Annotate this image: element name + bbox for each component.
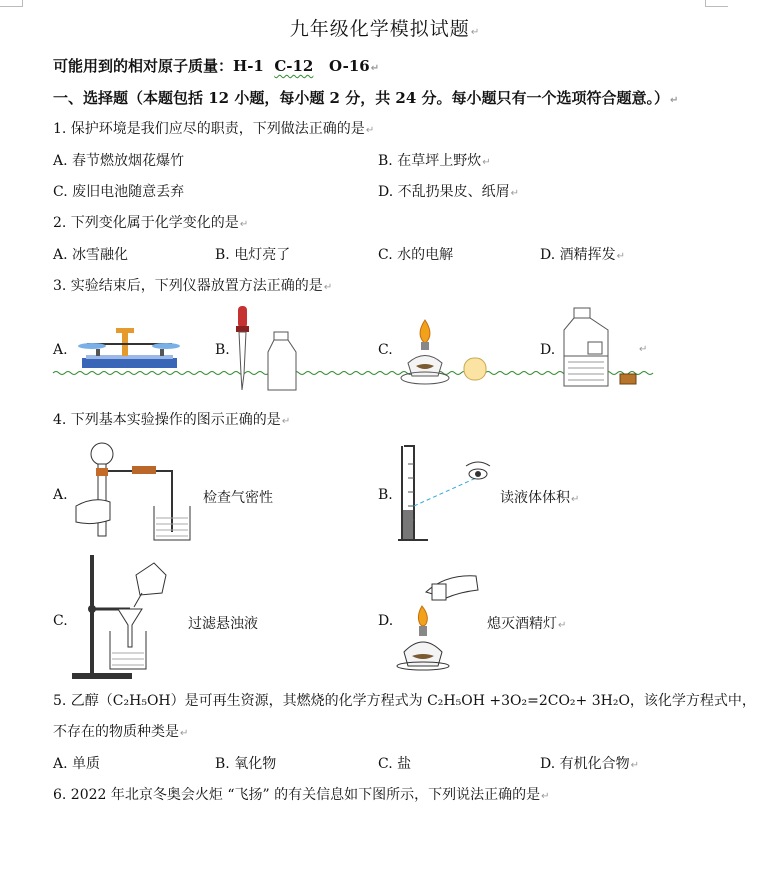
q4-option-d-caption: 熄灭酒精灯↵ bbox=[487, 616, 567, 632]
q5-option-d[interactable]: D. 有机化合物↵ bbox=[540, 756, 640, 772]
q4-option-c-label[interactable]: C. bbox=[53, 613, 68, 629]
q3-stem: 3. 实验结束后，下列仪器放置方法正确的是↵ bbox=[53, 278, 333, 294]
q3-option-c-label[interactable]: C. bbox=[378, 342, 393, 358]
q5-stem-line2: 不存在的物质种类是↵ bbox=[53, 724, 189, 740]
q1-option-d[interactable]: D. 不乱扔果皮、纸屑↵ bbox=[378, 184, 520, 200]
alcohol-lamp-lit-figure bbox=[398, 318, 498, 386]
filtration-figure bbox=[70, 553, 180, 681]
q4-option-c-caption: 过滤悬浊液 bbox=[188, 616, 258, 632]
q4-option-b-caption: 读液体体积↵ bbox=[500, 490, 580, 506]
q5-stem-line1: 5. 乙醇（C₂H₅OH）是可再生资源，其燃烧的化学方程式为 C₂H₅OH +3O₂=2CO₂+ 3H₂O，该化学方程式中， bbox=[53, 693, 756, 709]
balance-scale-figure bbox=[72, 322, 182, 370]
page-corner-mark-left bbox=[0, 0, 23, 7]
q1-option-b[interactable]: B. 在草坪上野炊↵ bbox=[378, 153, 491, 169]
section-heading: 一、选择题（本题包括 12 小题，每小题 2 分，共 24 分。每小题只有一个选项符合题意。）↵ bbox=[53, 89, 679, 107]
q5-option-a[interactable]: A. 单质 bbox=[53, 756, 101, 772]
dropper-and-bottle-figure bbox=[230, 304, 305, 392]
q2-stem: 2. 下列变化属于化学变化的是↵ bbox=[53, 215, 249, 231]
q4-stem: 4. 下列基本实验操作的图示正确的是↵ bbox=[53, 412, 291, 428]
q1-stem: 1. 保护环境是我们应尽的职责，下列做法正确的是↵ bbox=[53, 121, 375, 137]
extinguish-lamp-figure bbox=[396, 562, 486, 672]
q2-option-a[interactable]: A. 冰雪融化 bbox=[53, 247, 129, 263]
q2-option-d[interactable]: D. 酒精挥发↵ bbox=[540, 247, 626, 263]
q1-option-c[interactable]: C. 废旧电池随意丢弃 bbox=[53, 184, 185, 200]
q5-option-b[interactable]: B. 氧化物 bbox=[215, 756, 277, 772]
q2-option-c[interactable]: C. 水的电解 bbox=[378, 247, 454, 263]
q3-option-d-label[interactable]: D. bbox=[540, 342, 556, 358]
reagent-bottle-figure bbox=[560, 306, 640, 388]
page-title: 九年级化学模拟试题↵ bbox=[289, 18, 481, 40]
q4-option-b-label[interactable]: B. bbox=[378, 487, 393, 503]
atomic-mass-line: 可能用到的相对原子质量：H-1 C-12 O-16↵ bbox=[53, 57, 380, 75]
q4-option-a-caption: 检查气密性 bbox=[203, 490, 273, 506]
q3-option-a-label[interactable]: A. bbox=[53, 342, 68, 358]
q5-option-c[interactable]: C. 盐 bbox=[378, 756, 412, 772]
q3-paragraph-mark: ↵ bbox=[639, 344, 648, 355]
q4-option-a-label[interactable]: A. bbox=[53, 487, 68, 503]
q3-option-b-label[interactable]: B. bbox=[215, 342, 230, 358]
airtightness-check-figure bbox=[74, 440, 199, 548]
page-corner-mark-right bbox=[705, 0, 728, 7]
q2-option-b[interactable]: B. 电灯亮了 bbox=[215, 247, 291, 263]
q4-option-d-label[interactable]: D. bbox=[378, 613, 394, 629]
q1-option-a[interactable]: A. 春节燃放烟花爆竹 bbox=[53, 153, 185, 169]
graduated-cylinder-reading-figure bbox=[396, 444, 506, 546]
q6-stem: 6. 2022 年北京冬奥会火炬 “飞扬” 的有关信息如下图所示，下列说法正确的是↵ bbox=[53, 787, 550, 803]
